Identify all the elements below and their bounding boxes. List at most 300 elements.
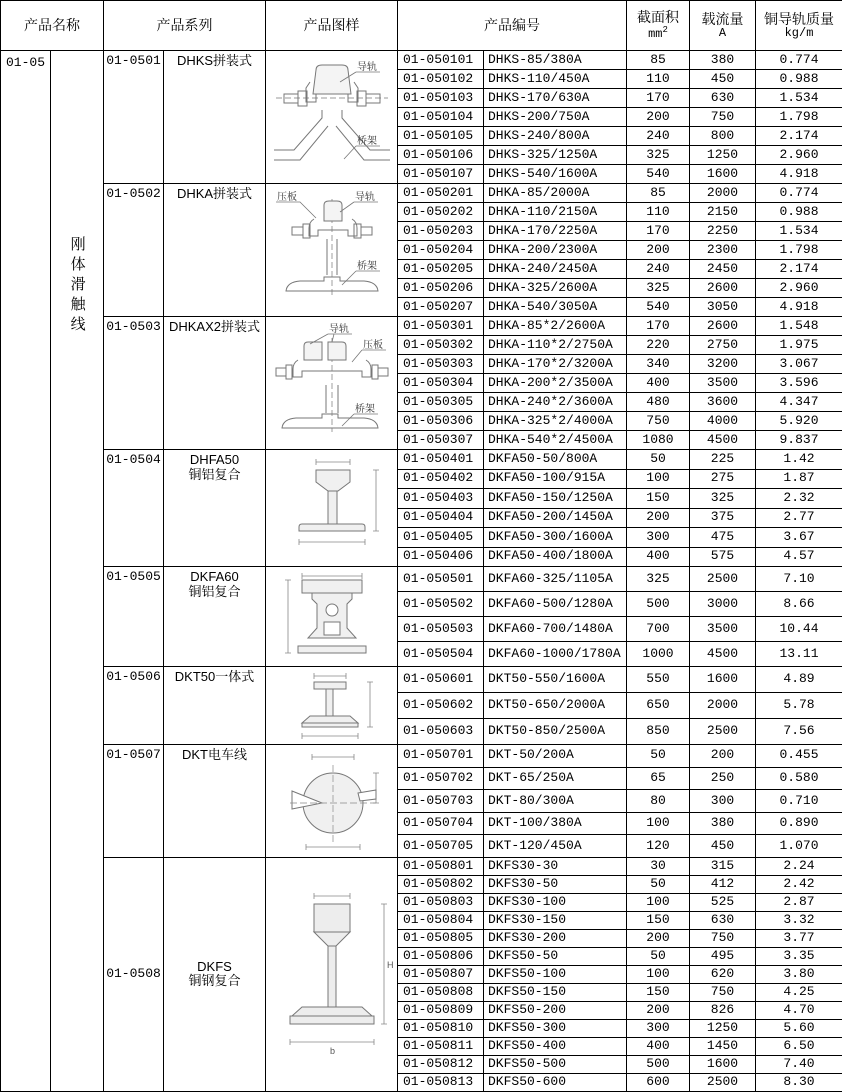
current-cell: 525 bbox=[690, 893, 756, 911]
dkfa60-profile-drawing bbox=[280, 570, 384, 664]
product-code-cell: 01-050401 bbox=[398, 450, 484, 470]
cross-section-cell: 85 bbox=[627, 51, 690, 70]
series-name-line1: DHKS拼装式 bbox=[176, 53, 253, 68]
product-code-cell: 01-050306 bbox=[398, 412, 484, 431]
current-cell: 3050 bbox=[690, 298, 756, 317]
rail-mass-cell: 0.774 bbox=[756, 184, 842, 203]
rail-mass-cell: 7.40 bbox=[756, 1055, 842, 1073]
product-model-cell: DHKA-85*2/2600A bbox=[484, 317, 627, 336]
product-code-cell: 01-050805 bbox=[398, 929, 484, 947]
current-cell: 475 bbox=[690, 528, 756, 548]
rail-mass-cell: 4.918 bbox=[756, 165, 842, 184]
cross-section-cell: 200 bbox=[627, 1001, 690, 1019]
current-cell: 4000 bbox=[690, 412, 756, 431]
product-model-cell: DKFA50-50/800A bbox=[484, 450, 627, 470]
product-code-cell: 01-050602 bbox=[398, 693, 484, 719]
current-cell: 750 bbox=[690, 108, 756, 127]
current-cell: 2500 bbox=[690, 719, 756, 745]
height-dim-label: H bbox=[386, 960, 393, 971]
product-code-cell: 01-050201 bbox=[398, 184, 484, 203]
current-cell: 1600 bbox=[690, 1055, 756, 1073]
series-name bbox=[164, 450, 266, 567]
product-code-cell: 01-050811 bbox=[398, 1037, 484, 1055]
series-name-line1: DKT50一体式 bbox=[174, 669, 255, 684]
current-cell: 1600 bbox=[690, 667, 756, 693]
product-code-cell: 01-050806 bbox=[398, 947, 484, 965]
product-model-cell: DHKA-110*2/2750A bbox=[484, 336, 627, 355]
bridge-label: 桥架 bbox=[354, 404, 375, 415]
series-code: 01-0506 bbox=[104, 667, 164, 745]
rail-mass-cell: 3.32 bbox=[756, 911, 842, 929]
product-model-cell: DHKS-325/1250A bbox=[484, 146, 627, 165]
product-code-cell: 01-050103 bbox=[398, 89, 484, 108]
cross-section-cell: 170 bbox=[627, 317, 690, 336]
product-code-cell: 01-050206 bbox=[398, 279, 484, 298]
rail-mass-cell: 2.87 bbox=[756, 893, 842, 911]
product-drawing-cell bbox=[266, 745, 398, 858]
dkt-wire-profile-drawing bbox=[276, 749, 388, 853]
rail-mass-cell: 4.89 bbox=[756, 667, 842, 693]
cross-section-cell: 400 bbox=[627, 1037, 690, 1055]
series-code: 01-0501 bbox=[104, 51, 164, 184]
current-cell: 412 bbox=[690, 875, 756, 893]
current-cell: 2500 bbox=[690, 1073, 756, 1091]
dhks-assembly-drawing bbox=[270, 54, 394, 180]
cross-section-cell: 50 bbox=[627, 745, 690, 768]
product-model-cell: DHKA-240/2450A bbox=[484, 260, 627, 279]
product-model-cell: DHKA-200*2/3500A bbox=[484, 374, 627, 393]
product-code-cell: 01-050304 bbox=[398, 374, 484, 393]
series-code: 01-0508 bbox=[104, 857, 164, 1091]
rail-mass-cell: 5.60 bbox=[756, 1019, 842, 1037]
table-row bbox=[1, 745, 842, 768]
bridge-label: 桥架 bbox=[356, 136, 377, 147]
current-cell: 325 bbox=[690, 489, 756, 509]
product-model-cell: DHKA-110/2150A bbox=[484, 203, 627, 222]
product-model-cell: DKFA50-100/915A bbox=[484, 469, 627, 489]
table-row bbox=[1, 51, 842, 70]
product-code-cell: 01-050803 bbox=[398, 893, 484, 911]
product-model-cell: DHKS-200/750A bbox=[484, 108, 627, 127]
dkt50-profile-drawing bbox=[282, 670, 382, 742]
series-name bbox=[164, 567, 266, 667]
rail-mass-cell: 4.57 bbox=[756, 547, 842, 567]
product-model-cell: DHKA-170*2/3200A bbox=[484, 355, 627, 374]
rail-mass-cell: 3.80 bbox=[756, 965, 842, 983]
product-code-cell: 01-050502 bbox=[398, 592, 484, 617]
header-cross-section-label: 截面积 bbox=[637, 9, 679, 26]
series-code: 01-0507 bbox=[104, 745, 164, 858]
product-model-cell: DKFA60-500/1280A bbox=[484, 592, 627, 617]
cross-section-cell: 50 bbox=[627, 450, 690, 470]
product-code-cell: 01-050601 bbox=[398, 667, 484, 693]
rail-label: 导轨 bbox=[328, 324, 349, 335]
cross-section-cell: 65 bbox=[627, 767, 690, 790]
rail-mass-cell: 1.534 bbox=[756, 222, 842, 241]
product-code-cell: 01-050207 bbox=[398, 298, 484, 317]
cross-section-cell: 325 bbox=[627, 146, 690, 165]
series-name-line1: DHKAX2拼装式 bbox=[168, 319, 261, 334]
bridge-label: 桥架 bbox=[356, 261, 377, 272]
current-cell: 750 bbox=[690, 929, 756, 947]
cross-section-cell: 750 bbox=[627, 412, 690, 431]
cross-section-cell: 400 bbox=[627, 374, 690, 393]
rail-mass-cell: 7.56 bbox=[756, 719, 842, 745]
rail-mass-cell: 0.710 bbox=[756, 790, 842, 813]
product-model-cell: DKFA50-200/1450A bbox=[484, 508, 627, 528]
current-cell: 2600 bbox=[690, 317, 756, 336]
current-cell: 1600 bbox=[690, 165, 756, 184]
rail-mass-cell: 1.070 bbox=[756, 835, 842, 858]
header-cross-section bbox=[627, 1, 690, 51]
cross-section-cell: 200 bbox=[627, 929, 690, 947]
rail-mass-cell: 4.918 bbox=[756, 298, 842, 317]
product-code-cell: 01-050202 bbox=[398, 203, 484, 222]
product-code-cell: 01-050809 bbox=[398, 1001, 484, 1019]
product-code-cell: 01-050703 bbox=[398, 790, 484, 813]
rail-mass-cell: 2.174 bbox=[756, 127, 842, 146]
cross-section-cell: 240 bbox=[627, 260, 690, 279]
series-name bbox=[164, 184, 266, 317]
product-code-cell: 01-050807 bbox=[398, 965, 484, 983]
product-code-cell: 01-050104 bbox=[398, 108, 484, 127]
series-name-line1: DKFA60 bbox=[190, 569, 239, 584]
series-name-line1: DKT电车线 bbox=[181, 747, 247, 762]
product-code-cell: 01-050203 bbox=[398, 222, 484, 241]
product-code-cell: 01-050705 bbox=[398, 835, 484, 858]
table-row bbox=[1, 184, 842, 203]
rail-mass-cell: 13.11 bbox=[756, 642, 842, 667]
rail-mass-cell: 1.87 bbox=[756, 469, 842, 489]
rail-mass-cell: 2.42 bbox=[756, 875, 842, 893]
cross-section-cell: 500 bbox=[627, 1055, 690, 1073]
width-dim-label: b bbox=[329, 1046, 335, 1057]
rail-mass-cell: 2.960 bbox=[756, 279, 842, 298]
current-cell: 3500 bbox=[690, 374, 756, 393]
rail-mass-cell: 4.70 bbox=[756, 1001, 842, 1019]
product-code-cell: 01-050406 bbox=[398, 547, 484, 567]
cross-section-cell: 220 bbox=[627, 336, 690, 355]
rail-mass-cell: 3.35 bbox=[756, 947, 842, 965]
current-cell: 225 bbox=[690, 450, 756, 470]
current-cell: 450 bbox=[690, 70, 756, 89]
current-cell: 2150 bbox=[690, 203, 756, 222]
current-cell: 2600 bbox=[690, 279, 756, 298]
product-model-cell: DKFS50-400 bbox=[484, 1037, 627, 1055]
product-code-cell: 01-050101 bbox=[398, 51, 484, 70]
dhkax2-assembly-drawing bbox=[270, 320, 394, 446]
rail-mass-cell: 8.30 bbox=[756, 1073, 842, 1091]
current-cell: 1450 bbox=[690, 1037, 756, 1055]
rail-mass-cell: 2.77 bbox=[756, 508, 842, 528]
header-row bbox=[1, 1, 842, 51]
product-code-cell: 01-050106 bbox=[398, 146, 484, 165]
rail-mass-cell: 4.25 bbox=[756, 983, 842, 1001]
header-current bbox=[690, 1, 756, 51]
series-name-line2: 铜铝复合 bbox=[188, 583, 241, 599]
cross-section-cell: 1080 bbox=[627, 431, 690, 450]
product-code-cell: 01-050301 bbox=[398, 317, 484, 336]
cross-section-cell: 600 bbox=[627, 1073, 690, 1091]
cross-section-cell: 120 bbox=[627, 835, 690, 858]
header-product-series: 产品系列 bbox=[104, 1, 266, 51]
current-cell: 4500 bbox=[690, 642, 756, 667]
product-model-cell: DHKA-325/2600A bbox=[484, 279, 627, 298]
cross-section-cell: 110 bbox=[627, 70, 690, 89]
current-cell: 2300 bbox=[690, 241, 756, 260]
rail-mass-cell: 3.067 bbox=[756, 355, 842, 374]
current-cell: 495 bbox=[690, 947, 756, 965]
clamp-label: 压板 bbox=[276, 192, 297, 203]
rail-mass-cell: 1.534 bbox=[756, 89, 842, 108]
cross-section-cell: 540 bbox=[627, 298, 690, 317]
rail-mass-cell: 0.890 bbox=[756, 812, 842, 835]
series-name bbox=[164, 857, 266, 1091]
table-row bbox=[1, 317, 842, 336]
rail-mass-cell: 7.10 bbox=[756, 567, 842, 592]
cross-section-cell: 80 bbox=[627, 790, 690, 813]
product-model-cell: DHKA-325*2/4000A bbox=[484, 412, 627, 431]
current-cell: 4500 bbox=[690, 431, 756, 450]
current-cell: 3000 bbox=[690, 592, 756, 617]
rail-label: 导轨 bbox=[356, 62, 377, 73]
product-model-cell: DKFS30-50 bbox=[484, 875, 627, 893]
rail-mass-cell: 1.798 bbox=[756, 241, 842, 260]
product-drawing-cell bbox=[266, 184, 398, 317]
cross-section-cell: 300 bbox=[627, 1019, 690, 1037]
product-code-cell: 01-050302 bbox=[398, 336, 484, 355]
product-model-cell: DKFS50-600 bbox=[484, 1073, 627, 1091]
table-row bbox=[1, 667, 842, 693]
product-model-cell: DKT50-850/2500A bbox=[484, 719, 627, 745]
product-model-cell: DKFS50-150 bbox=[484, 983, 627, 1001]
current-cell: 3200 bbox=[690, 355, 756, 374]
rail-mass-cell: 6.50 bbox=[756, 1037, 842, 1055]
cross-section-cell: 540 bbox=[627, 165, 690, 184]
rail-label: 导轨 bbox=[354, 192, 375, 203]
product-code-cell: 01-050702 bbox=[398, 767, 484, 790]
current-cell: 380 bbox=[690, 812, 756, 835]
rail-mass-cell: 9.837 bbox=[756, 431, 842, 450]
product-code-cell: 01-050813 bbox=[398, 1073, 484, 1091]
current-cell: 375 bbox=[690, 508, 756, 528]
cross-section-cell: 200 bbox=[627, 508, 690, 528]
dkfs-profile-drawing bbox=[268, 886, 396, 1062]
product-model-cell: DKFA60-1000/1780A bbox=[484, 642, 627, 667]
product-code-cell: 01-050704 bbox=[398, 812, 484, 835]
cross-section-cell: 110 bbox=[627, 203, 690, 222]
dhfa50-profile-drawing bbox=[276, 454, 388, 562]
rail-mass-cell: 2.174 bbox=[756, 260, 842, 279]
cross-section-cell: 150 bbox=[627, 489, 690, 509]
rail-mass-cell: 1.548 bbox=[756, 317, 842, 336]
series-name bbox=[164, 667, 266, 745]
product-code-cell: 01-050801 bbox=[398, 857, 484, 875]
product-model-cell: DKT-50/200A bbox=[484, 745, 627, 768]
header-current-unit: A bbox=[718, 25, 727, 40]
rail-mass-cell: 1.975 bbox=[756, 336, 842, 355]
header-rail-mass-label: 铜导轨质量 bbox=[764, 10, 834, 27]
rail-mass-cell: 10.44 bbox=[756, 617, 842, 642]
cross-section-cell: 100 bbox=[627, 893, 690, 911]
series-name bbox=[164, 51, 266, 184]
rail-mass-cell: 2.32 bbox=[756, 489, 842, 509]
current-cell: 620 bbox=[690, 965, 756, 983]
product-model-cell: DHKA-170/2250A bbox=[484, 222, 627, 241]
cross-section-cell: 480 bbox=[627, 393, 690, 412]
product-model-cell: DKFA60-325/1105A bbox=[484, 567, 627, 592]
product-model-cell: DKFA60-700/1480A bbox=[484, 617, 627, 642]
product-code-cell: 01-050105 bbox=[398, 127, 484, 146]
product-model-cell: DHKA-540/3050A bbox=[484, 298, 627, 317]
rail-mass-cell: 3.67 bbox=[756, 528, 842, 548]
product-model-cell: DHKS-540/1600A bbox=[484, 165, 627, 184]
rail-mass-cell: 0.988 bbox=[756, 70, 842, 89]
product-drawing-cell bbox=[266, 857, 398, 1091]
rail-mass-cell: 1.42 bbox=[756, 450, 842, 470]
product-code-cell: 01-050107 bbox=[398, 165, 484, 184]
product-model-cell: DKFS50-50 bbox=[484, 947, 627, 965]
cross-section-cell: 325 bbox=[627, 567, 690, 592]
cross-section-cell: 170 bbox=[627, 222, 690, 241]
product-model-cell: DKT50-550/1600A bbox=[484, 667, 627, 693]
current-cell: 2250 bbox=[690, 222, 756, 241]
header-current-label: 载流量 bbox=[701, 10, 744, 27]
rail-mass-cell: 0.774 bbox=[756, 51, 842, 70]
product-model-cell: DHKS-240/800A bbox=[484, 127, 627, 146]
product-model-cell: DHKA-200/2300A bbox=[484, 241, 627, 260]
clamp-label: 压板 bbox=[362, 340, 383, 351]
series-name bbox=[164, 745, 266, 858]
series-name-line1: DHFA50 bbox=[189, 452, 240, 467]
product-code-cell: 01-050403 bbox=[398, 489, 484, 509]
cross-section-cell: 240 bbox=[627, 127, 690, 146]
series-code: 01-0503 bbox=[104, 317, 164, 450]
rail-mass-cell: 5.78 bbox=[756, 693, 842, 719]
rail-mass-cell: 4.347 bbox=[756, 393, 842, 412]
current-cell: 575 bbox=[690, 547, 756, 567]
cross-section-cell: 650 bbox=[627, 693, 690, 719]
cross-section-cell: 150 bbox=[627, 983, 690, 1001]
current-cell: 826 bbox=[690, 1001, 756, 1019]
product-code-cell: 01-050205 bbox=[398, 260, 484, 279]
current-cell: 1250 bbox=[690, 146, 756, 165]
product-model-cell: DHKS-110/450A bbox=[484, 70, 627, 89]
current-cell: 1250 bbox=[690, 1019, 756, 1037]
product-model-cell: DKT-65/250A bbox=[484, 767, 627, 790]
rail-mass-cell: 0.580 bbox=[756, 767, 842, 790]
series-code: 01-0502 bbox=[104, 184, 164, 317]
current-cell: 300 bbox=[690, 790, 756, 813]
header-product-code: 产品编号 bbox=[398, 1, 627, 51]
product-code-cell: 01-050404 bbox=[398, 508, 484, 528]
cross-section-cell: 550 bbox=[627, 667, 690, 693]
current-cell: 630 bbox=[690, 911, 756, 929]
product-model-cell: DKFS30-200 bbox=[484, 929, 627, 947]
rail-mass-cell: 1.798 bbox=[756, 108, 842, 127]
current-cell: 380 bbox=[690, 51, 756, 70]
current-cell: 450 bbox=[690, 835, 756, 858]
product-drawing-cell bbox=[266, 317, 398, 450]
current-cell: 2750 bbox=[690, 336, 756, 355]
current-cell: 2000 bbox=[690, 184, 756, 203]
category-code: 01-05 bbox=[1, 51, 51, 1092]
product-code-cell: 01-050808 bbox=[398, 983, 484, 1001]
current-cell: 200 bbox=[690, 745, 756, 768]
cross-section-cell: 85 bbox=[627, 184, 690, 203]
cross-section-cell: 50 bbox=[627, 875, 690, 893]
product-code-cell: 01-050603 bbox=[398, 719, 484, 745]
series-name-line2: 铜铝复合 bbox=[188, 466, 241, 482]
product-model-cell: DKFA50-150/1250A bbox=[484, 489, 627, 509]
category-name-text: 刚体滑触线 bbox=[68, 236, 86, 336]
product-model-cell: DKFA50-400/1800A bbox=[484, 547, 627, 567]
current-cell: 275 bbox=[690, 469, 756, 489]
product-model-cell: DKFS50-200 bbox=[484, 1001, 627, 1019]
cross-section-cell: 200 bbox=[627, 241, 690, 260]
header-cross-section-unit: $mm^2$ bbox=[648, 25, 668, 42]
product-model-cell: DHKS-85/380A bbox=[484, 51, 627, 70]
product-code-cell: 01-050303 bbox=[398, 355, 484, 374]
current-cell: 250 bbox=[690, 767, 756, 790]
product-model-cell: DKFS50-500 bbox=[484, 1055, 627, 1073]
current-cell: 2000 bbox=[690, 693, 756, 719]
product-model-cell: DKFS30-30 bbox=[484, 857, 627, 875]
series-name-line2: 铜钢复合 bbox=[188, 973, 241, 989]
product-code-cell: 01-050102 bbox=[398, 70, 484, 89]
cross-section-cell: 300 bbox=[627, 528, 690, 548]
rail-mass-cell: 2.24 bbox=[756, 857, 842, 875]
current-cell: 750 bbox=[690, 983, 756, 1001]
product-code-cell: 01-050501 bbox=[398, 567, 484, 592]
rail-mass-cell: 0.455 bbox=[756, 745, 842, 768]
table-row bbox=[1, 567, 842, 592]
cross-section-cell: 100 bbox=[627, 469, 690, 489]
product-code-cell: 01-050503 bbox=[398, 617, 484, 642]
rail-mass-cell: 3.77 bbox=[756, 929, 842, 947]
header-rail-mass bbox=[756, 1, 842, 51]
product-model-cell: DHKA-240*2/3600A bbox=[484, 393, 627, 412]
cross-section-cell: 170 bbox=[627, 89, 690, 108]
cross-section-cell: 700 bbox=[627, 617, 690, 642]
product-code-cell: 01-050812 bbox=[398, 1055, 484, 1073]
current-cell: 3600 bbox=[690, 393, 756, 412]
product-drawing-cell bbox=[266, 51, 398, 184]
current-cell: 2500 bbox=[690, 567, 756, 592]
product-drawing-cell bbox=[266, 450, 398, 567]
cross-section-cell: 500 bbox=[627, 592, 690, 617]
rail-mass-cell: 2.960 bbox=[756, 146, 842, 165]
product-code-cell: 01-050810 bbox=[398, 1019, 484, 1037]
cross-section-cell: 850 bbox=[627, 719, 690, 745]
cross-section-cell: 1000 bbox=[627, 642, 690, 667]
cross-section-cell: 50 bbox=[627, 947, 690, 965]
rail-mass-cell: 0.988 bbox=[756, 203, 842, 222]
current-cell: 630 bbox=[690, 89, 756, 108]
product-code-cell: 01-050307 bbox=[398, 431, 484, 450]
product-model-cell: DKFA50-300/1600A bbox=[484, 528, 627, 548]
series-name-line1: DHKA拼装式 bbox=[176, 186, 253, 201]
product-code-cell: 01-050802 bbox=[398, 875, 484, 893]
rail-mass-cell: 8.66 bbox=[756, 592, 842, 617]
product-code-cell: 01-050804 bbox=[398, 911, 484, 929]
current-cell: 315 bbox=[690, 857, 756, 875]
current-cell: 2450 bbox=[690, 260, 756, 279]
product-code-cell: 01-050504 bbox=[398, 642, 484, 667]
series-code: 01-0505 bbox=[104, 567, 164, 667]
product-model-cell: DKT50-650/2000A bbox=[484, 693, 627, 719]
series-code: 01-0504 bbox=[104, 450, 164, 567]
